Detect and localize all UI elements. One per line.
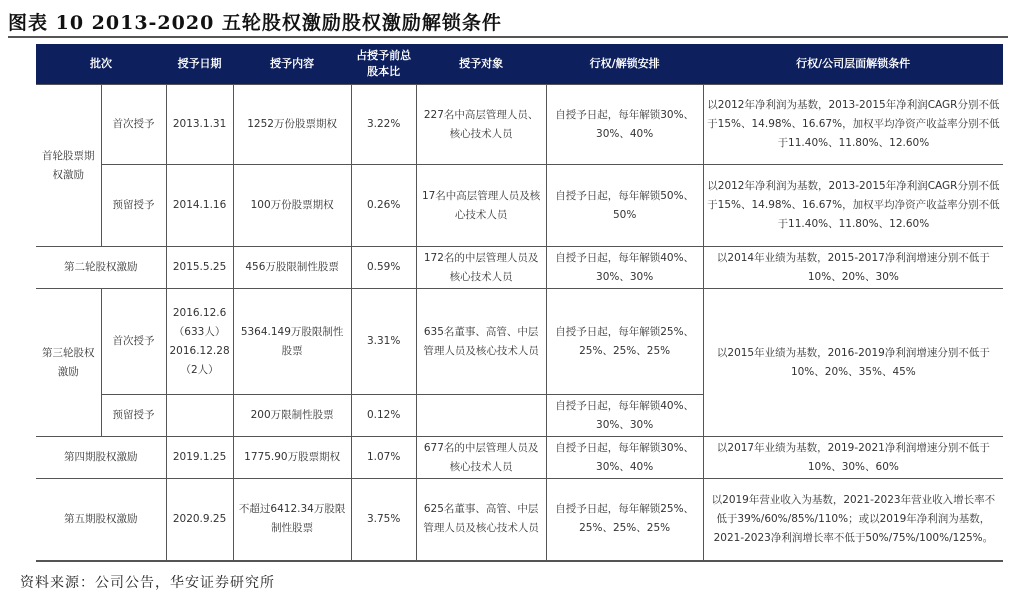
date-cell: 2014.1.16 — [166, 165, 233, 247]
ratio-cell: 0.12% — [351, 395, 416, 437]
header-ratio: 占授予前总股本比 — [351, 44, 416, 85]
ratio-cell: 0.26% — [351, 165, 416, 247]
batch-cell: 首轮股票期权激励 — [36, 85, 101, 247]
batch-cell: 第五期股权激励 — [36, 479, 166, 561]
content-cell: 1252万份股票期权 — [233, 85, 351, 165]
title-divider — [8, 36, 1008, 38]
date-cell: 2016.12.6（633人）2016.12.28（2人） — [166, 289, 233, 395]
condition-cell: 以2014年业绩为基数，2015-2017净利润增速分别不低于10%、20%、30% — [703, 247, 1003, 289]
unlock-conditions-table — [36, 44, 1003, 562]
table-row — [36, 289, 1003, 395]
table-row — [36, 479, 1003, 561]
header-content: 授予内容 — [233, 44, 351, 85]
ratio-cell: 0.59% — [351, 247, 416, 289]
batch-cell: 第四期股权激励 — [36, 437, 166, 479]
table-row — [36, 437, 1003, 479]
schedule-cell: 自授予日起，每年解锁50%、50% — [546, 165, 703, 247]
schedule-cell: 自授予日起，每年解锁25%、25%、25%、25% — [546, 479, 703, 561]
sub-batch-cell: 首次授予 — [101, 85, 166, 165]
ratio-cell: 3.22% — [351, 85, 416, 165]
ratio-cell: 1.07% — [351, 437, 416, 479]
table-row — [36, 165, 1003, 247]
date-cell: 2019.1.25 — [166, 437, 233, 479]
target-cell: 227名中高层管理人员、核心技术人员 — [416, 85, 546, 165]
sub-batch-cell: 预留授予 — [101, 395, 166, 437]
date-cell — [166, 395, 233, 437]
target-cell — [416, 395, 546, 437]
target-cell: 172名的中层管理人员及核心技术人员 — [416, 247, 546, 289]
batch-cell: 第二轮股权激励 — [36, 247, 166, 289]
schedule-cell: 自授予日起，每年解锁30%、30%、40% — [546, 437, 703, 479]
target-cell: 17名中高层管理人员及核心技术人员 — [416, 165, 546, 247]
header-date: 授予日期 — [166, 44, 233, 85]
condition-cell: 以2012年净利润为基数，2013-2015年净利润CAGR分别不低于15%、14.98%、16.67%，加权平均净资产收益率分别不低于11.40%、11.80%、12.60% — [703, 165, 1003, 247]
content-cell: 100万份股票期权 — [233, 165, 351, 247]
content-cell: 200万限制性股票 — [233, 395, 351, 437]
header-schedule: 行权/解锁安排 — [546, 44, 703, 85]
date-cell: 2020.9.25 — [166, 479, 233, 561]
target-cell: 625名董事、高管、中层管理人员及核心技术人员 — [416, 479, 546, 561]
header-batch: 批次 — [36, 44, 166, 85]
condition-cell: 以2015年业绩为基数，2016-2019净利润增速分别不低于10%、20%、35%、45% — [703, 289, 1003, 437]
condition-cell: 以2012年净利润为基数，2013-2015年净利润CAGR分别不低于15%、14.98%、16.67%，加权平均净资产收益率分别不低于11.40%、11.80%、12.60% — [703, 85, 1003, 165]
schedule-cell: 自授予日起，每年解锁30%、30%、40% — [546, 85, 703, 165]
content-cell: 1775.90万股票期权 — [233, 437, 351, 479]
condition-cell: 以2017年业绩为基数，2019-2021净利润增速分别不低于10%、30%、60% — [703, 437, 1003, 479]
date-cell: 2015.5.25 — [166, 247, 233, 289]
batch-cell: 第三轮股权激励 — [36, 289, 101, 437]
schedule-cell: 自授予日起，每年解锁40%、30%、30% — [546, 395, 703, 437]
ratio-cell: 3.31% — [351, 289, 416, 395]
header-row — [36, 44, 1003, 85]
date-cell: 2013.1.31 — [166, 85, 233, 165]
target-cell: 635名董事、高管、中层管理人员及核心技术人员 — [416, 289, 546, 395]
condition-cell: 以2019年营业收入为基数，2021-2023年营业收入增长率不低于39%/60%/85%/110%；或以2019年净利润为基数，2021-2023净利润增长率不低于50%/75%/100%/125%。 — [703, 479, 1003, 561]
table-row — [36, 85, 1003, 165]
content-cell: 5364.149万股限制性股票 — [233, 289, 351, 395]
schedule-cell: 自授予日起，每年解锁40%、30%、30% — [546, 247, 703, 289]
figure-title: 图表 10 2013-2020 五轮股权激励股权激励解锁条件 — [8, 12, 502, 34]
sub-batch-cell: 首次授予 — [101, 289, 166, 395]
sub-batch-cell: 预留授予 — [101, 165, 166, 247]
source-note: 资料来源：公司公告，华安证券研究所 — [20, 575, 275, 591]
schedule-cell: 自授予日起，每年解锁25%、25%、25%、25% — [546, 289, 703, 395]
content-cell: 456万股限制性股票 — [233, 247, 351, 289]
content-cell: 不超过6412.34万股限制性股票 — [233, 479, 351, 561]
target-cell: 677名的中层管理人员及核心技术人员 — [416, 437, 546, 479]
table-row — [36, 247, 1003, 289]
header-condition: 行权/公司层面解锁条件 — [703, 44, 1003, 85]
header-target: 授予对象 — [416, 44, 546, 85]
ratio-cell: 3.75% — [351, 479, 416, 561]
